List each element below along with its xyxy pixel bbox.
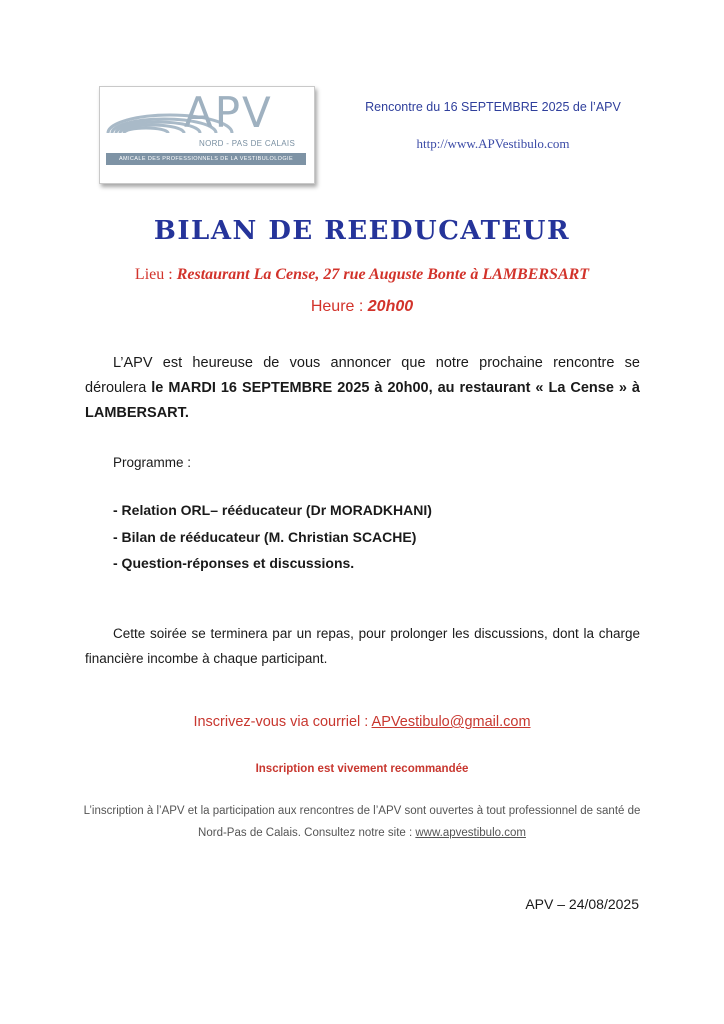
programme-list <box>113 497 432 577</box>
registration-email-link[interactable]: APVestibulo@gmail.com <box>371 714 531 730</box>
programme-item: - Relation ORL– rééducateur (Dr MORADKHANI) <box>113 502 432 518</box>
registration-recommended: Inscription est vivement recommandée <box>255 763 469 775</box>
meeting-header: Rencontre du 16 SEPTEMBRE 2025 de l’APV <box>365 100 621 114</box>
registration-text: Inscrivez-vous via courriel : <box>193 714 372 730</box>
signature-date: APV – 24/08/2025 <box>525 896 639 912</box>
dinner-text: Cette soirée se terminera par un repas, pour prolonger les discussions, dont la charge financière incombe à chaque participant. <box>85 626 640 666</box>
programme-item: - Bilan de rééducateur (M. Christian SCACHE) <box>113 528 417 545</box>
venue-line <box>0 266 724 284</box>
intro-bold: le MARDI 16 SEPTEMBRE 2025 à 20h00, au restaurant « La Cense » à LAMBERSART. <box>85 380 640 421</box>
registration-line <box>0 714 724 730</box>
time-label: Heure : <box>310 298 368 315</box>
page-title: BILAN DE REEDUCATEUR <box>153 216 571 246</box>
programme-label: Programme : <box>113 455 192 470</box>
time-value: 20h00 <box>367 298 414 315</box>
logo-letters: APV <box>184 88 273 137</box>
logo-band: AMICALE DES PROFESSIONNELS DE LA VESTIBULOLOGIE <box>106 153 306 165</box>
footer-note <box>70 800 654 844</box>
programme-item: - Question-réponses et discussions. <box>113 555 355 571</box>
intro-paragraph <box>85 351 640 426</box>
dinner-paragraph <box>85 621 640 671</box>
footer-site-link[interactable]: www.apvestibulo.com <box>415 827 526 839</box>
time-line <box>0 298 724 316</box>
website-link[interactable]: http://www.APVestibulo.com <box>416 136 570 151</box>
logo-region: NORD - PAS DE CALAIS <box>199 139 296 148</box>
intro-text: L’APV est heureuse de vous annoncer que notre prochaine rencontre se déroulera <box>85 355 640 396</box>
apv-logo <box>99 86 315 184</box>
venue-label: Lieu : <box>134 266 177 283</box>
footer-text: L’inscription à l’APV et la participation aux rencontres de l’APV sont ouvertes à tout professionnel de santé de Nord-Pas de Calais. Consultez notre site : <box>83 805 641 839</box>
venue-value: Restaurant La Cense, 27 rue Auguste Bonte à LAMBERSART <box>176 266 590 283</box>
